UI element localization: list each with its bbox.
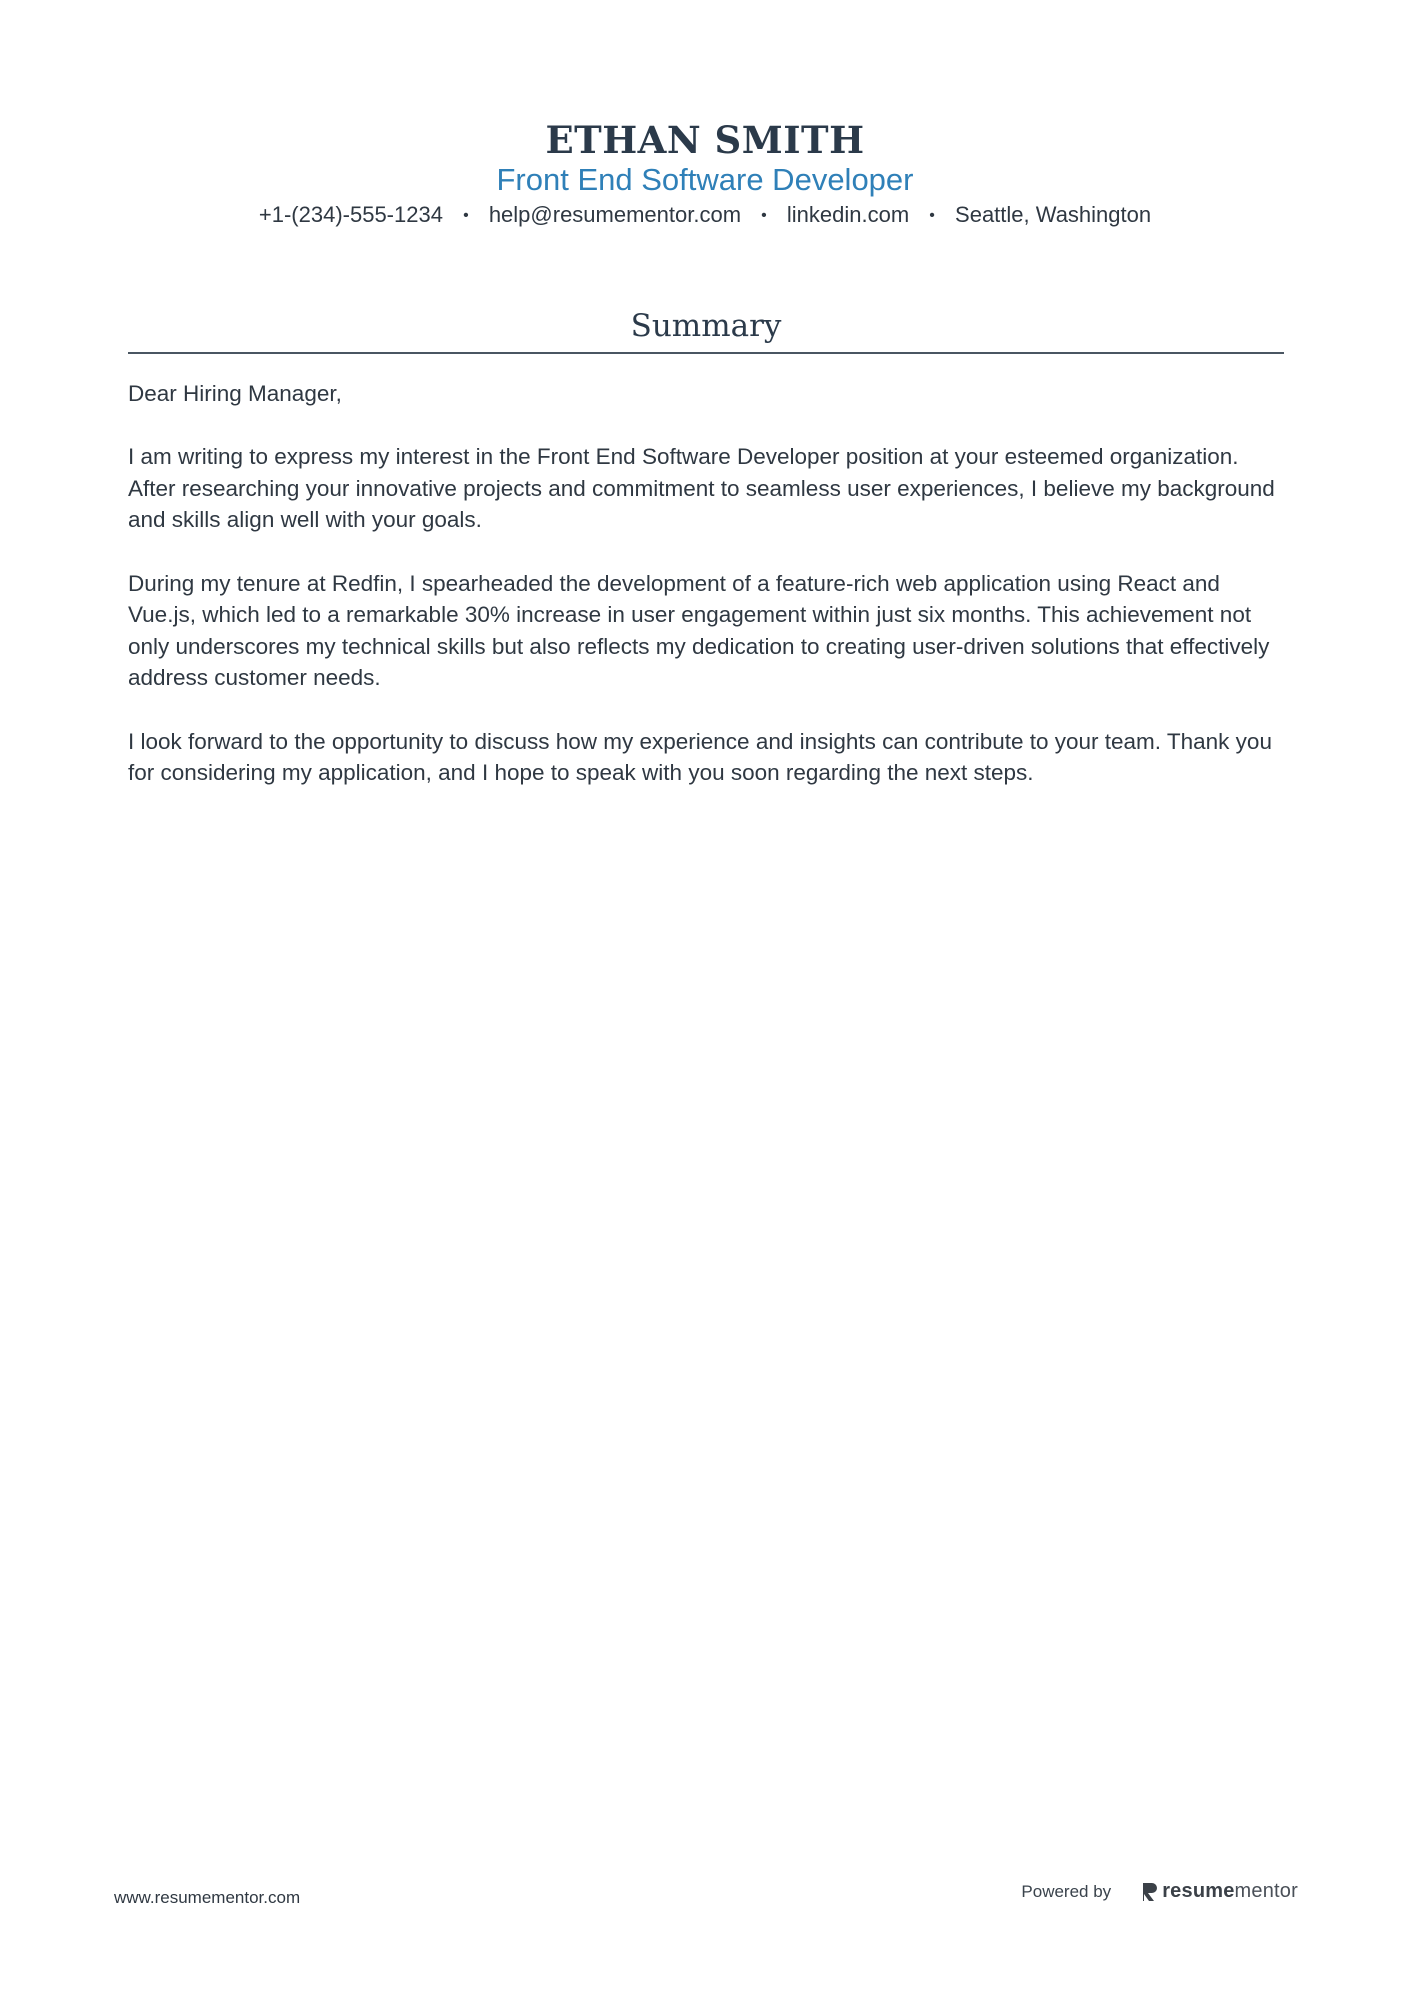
letter-salutation: Dear Hiring Manager, xyxy=(128,381,342,406)
separator-dot: • xyxy=(761,207,767,224)
job-title: Front End Software Developer xyxy=(496,162,914,197)
letter-paragraph: I look forward to the opportunity to discuss how my experience and insights can contribute to your team. Thank you for considering my application, and I hope to speak with you soon regarding the next steps. xyxy=(128,728,1272,786)
resumementor-logo-icon xyxy=(1141,1881,1158,1903)
letter-paragraph: During my tenure at Redfin, I spearheaded the development of a feature-rich web application using React and Vue.js, which led to a remarkable 30% increase in user engagement within just six months. This achievement not only underscores my technical skills but also reflects my dedication to creating user-driven solutions that effectively address customer needs. xyxy=(128,570,1270,691)
resumementor-logo[interactable] xyxy=(1141,1880,1298,1903)
letter-header xyxy=(0,118,1410,231)
contact-email[interactable]: help@resumementor.com xyxy=(488,202,742,227)
contact-linkedin[interactable]: linkedin.com xyxy=(786,202,910,227)
separator-dot: • xyxy=(929,207,935,224)
footer-website-link[interactable]: www.resumementor.com xyxy=(114,1888,301,1907)
contact-line xyxy=(0,200,1410,231)
footer-branding xyxy=(1021,1880,1298,1903)
section-divider xyxy=(128,352,1284,354)
contact-phone: +1-(234)-555-1234 xyxy=(258,202,443,227)
section-heading-summary: Summary xyxy=(630,308,782,344)
separator-dot: • xyxy=(463,207,469,224)
resumementor-wordmark: resumementor xyxy=(1162,1880,1298,1902)
powered-by-label: Powered by xyxy=(1021,1881,1112,1901)
letter-paragraph: I am writing to express my interest in the Front End Software Developer position at your esteemed organization. After researching your innovative projects and commitment to seamless user experiences, I believe my background and skills align well with your goals. xyxy=(128,444,1275,533)
applicant-name: ETHAN SMITH xyxy=(545,118,865,162)
contact-location: Seattle, Washington xyxy=(955,202,1152,227)
letter-body xyxy=(128,378,1288,820)
